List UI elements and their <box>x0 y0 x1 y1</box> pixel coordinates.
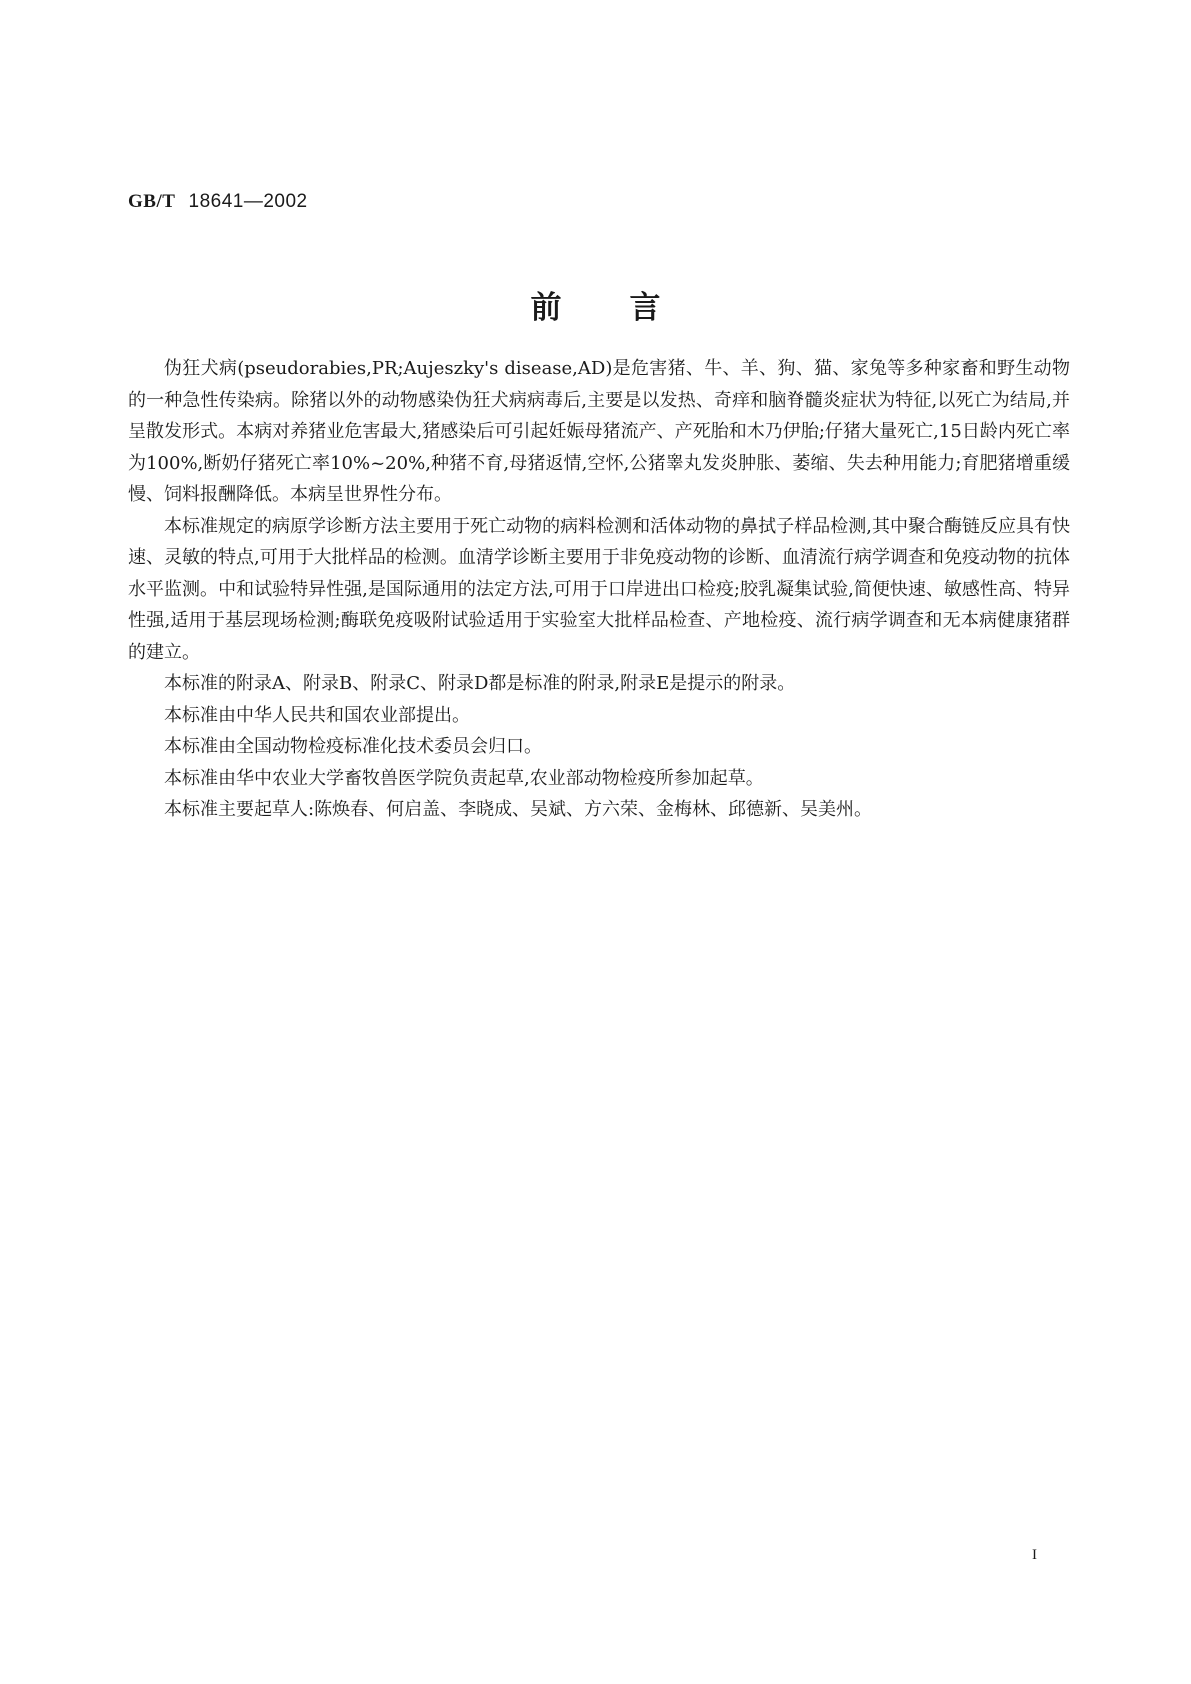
paragraph-proposer: 本标准由中华人民共和国农业部提出。 <box>164 704 470 726</box>
standard-number: 18641—2002 <box>188 191 308 212</box>
paragraph-drafters: 本标准主要起草人:陈焕春、何启盖、李晓成、吴斌、方六荣、金梅林、邱德新、吴美州。 <box>164 799 873 820</box>
standard-code <box>128 190 308 213</box>
paragraph-committee: 本标准由全国动物检疫标准化技术委员会归口。 <box>164 736 542 757</box>
page-number: I <box>1032 1547 1037 1563</box>
paragraph-drafting-units: 本标准由华中农业大学畜牧兽医学院负责起草,农业部动物检疫所参加起草。 <box>164 767 764 789</box>
page-title: 前言 <box>530 290 729 326</box>
standard-prefix: GB/T <box>128 191 176 212</box>
paragraph-diagnosis-methods: 本标准规定的病原学诊断方法主要用于死亡动物的病料检测和活体动物的鼻拭子样品检测,其中聚合酶链反应具有快速、灵敏的特点,可用于大批样品的检测。血清学诊断主要用于非免疫动物的诊断、血清流行病学调查和免疫动物的抗体水平监测。中和试验特异性强,是国际通用的法定方法,可用于口岸进出口检疫;胶乳凝集试验,简便快速、敏感性高、特异性强,适用于基层现场检测;酶联免疫吸附试验适用于实验室大批样品检查、产地检疫、流行病学调查和无本病健康猪群的建立。 <box>128 515 1070 663</box>
foreword-body <box>128 353 1070 826</box>
paragraph-disease-overview: 伪狂犬病(pseudorabies,PR;Aujeszky's disease,AD)是危害猪、牛、羊、狗、猫、家兔等多种家畜和野生动物的一种急性传染病。除猪以外的动物感染伪狂犬病病毒后,主要是以发热、奇痒和脑脊髓炎症状为特征,以死亡为结局,并呈散发形式。本病对养猪业危害最大,猪感染后可引起妊娠母猪流产、产死胎和木乃伊胎;仔猪大量死亡,15日龄内死亡率为100%,断奶仔猪死亡率10%~20%,种猪不育,母猪返情,空怀,公猪睾丸发炎肿胀、萎缩、失去种用能力;育肥猪增重缓慢、饲料报酬降低。本病呈世界性分布。 <box>128 358 1070 505</box>
paragraph-appendices: 本标准的附录A、附录B、附录C、附录D都是标准的附录,附录E是提示的附录。 <box>164 673 796 694</box>
